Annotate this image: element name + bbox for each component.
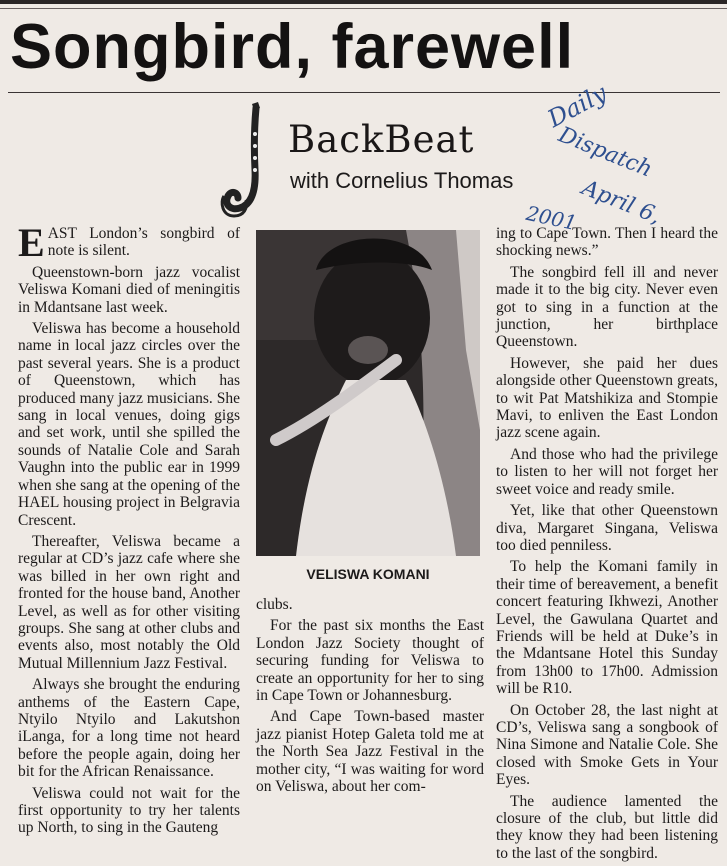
paragraph: To help the Komani family in their time of bereavement, a benefit concert featuring Ikhwezi, Another Level, the Gawulana Quartet and Friends will be held at Duke’s in the Mdantsane Hotel this Sunday from 13h00 to 17h00. Admission will be R10. <box>496 558 718 698</box>
paragraph: Veliswa has become a household name in local jazz circles over the past several years. She is a product of Queenstown, which has produced many jazz musicians. She sang in local venues, doing gigs and set work, until she spilled the sounds of Natalie Cole and Sarah Vaughn into the public ear in 1999 when she sang at the opening of the HAEL housing project in Belgravia Crescent. <box>18 320 240 529</box>
drop-cap: E <box>18 220 45 265</box>
paragraph: Yet, like that other Queenstown diva, Margaret Singana, Veliswa too died penniless. <box>496 502 718 554</box>
handwritten-note <box>520 78 720 236</box>
paragraph: Always she brought the enduring anthems of the Eastern Cape, Ntyilo Ntyilo and Lakutshon iLanga, for a long time not heard before the people again, doing her bit for the African Renaissance. <box>18 676 240 781</box>
paragraph: Thereafter, Veliswa became a regular at CD’s jazz cafe where she was billed in her own right and fronted for the house band, Another Level, as well as for other visiting groups. She sang at other clubs and events also, most notably the Old Mutual Millennium Jazz Festival. <box>18 532 240 672</box>
paragraph: clubs. <box>256 596 293 613</box>
paragraph: For the past six months the East London Jazz Society thought of securing funding for Veliswa to create an opportunity for her to sing in Cape Town or Johannesburg. <box>256 617 484 705</box>
lead-text: AST London’s songbird of note is silent. <box>47 225 240 260</box>
paragraph: However, she paid her dues alongside other Queenstown greats, to wit Pat Matshikiza and Stompie Mavi, to enliven the East London jazz scene again. <box>496 354 718 442</box>
paragraph: Veliswa could not wait for the first opportunity to try her talents up North, to sing in the Gauteng <box>18 784 240 837</box>
paragraph: The songbird fell ill and never made it to the big city. Never even got to sing in a function at the junction, her birthplace Queenstown. <box>496 263 718 351</box>
headline: Songbird, farewell <box>10 12 575 82</box>
top-rule-thin <box>0 8 727 9</box>
column-2 <box>256 596 484 799</box>
column-1 <box>18 220 240 841</box>
paragraph: On October 28, the last night at CD’s, Veliswa sang a songbook of Nina Simone and Natalie Cole. She closed with Smoke Gets in Your Eyes. <box>496 701 718 789</box>
handwritten-line: 2001 <box>524 200 579 236</box>
photo-caption: VELISWA KOMANI <box>306 566 430 582</box>
paragraph: ing to Cape Town. Then I heard the shocking news.” <box>496 225 718 260</box>
paragraph: The audience lamented the closure of the club, but little did they know they had been listening to the last of the songbird. <box>496 792 718 862</box>
handwritten-line: Daily <box>543 78 612 134</box>
handwritten-line: April 6, <box>578 175 665 230</box>
column-3 <box>496 225 718 866</box>
column-byline: with Cornelius Thomas <box>290 168 514 193</box>
saxophone-icon <box>218 100 280 220</box>
paragraph: And those who had the privilege to listen to her will not forget her sweet voice and ready smile. <box>496 445 718 498</box>
paragraph: And Cape Town-based master jazz pianist Hotep Galeta told me at the North Sea Jazz Festival in the mother city, “I was waiting for word on Veliswa, about her com- <box>256 708 484 796</box>
column-title: BackBeat <box>288 118 475 161</box>
handwritten-line: Dispatch <box>554 122 656 183</box>
lead-paragraph <box>18 220 240 265</box>
paragraph: Queenstown-born jazz vocalist Veliswa Komani died of meningitis in Mdantsane last week. <box>18 263 240 316</box>
portrait-photo <box>256 230 480 556</box>
top-rule <box>0 0 727 4</box>
